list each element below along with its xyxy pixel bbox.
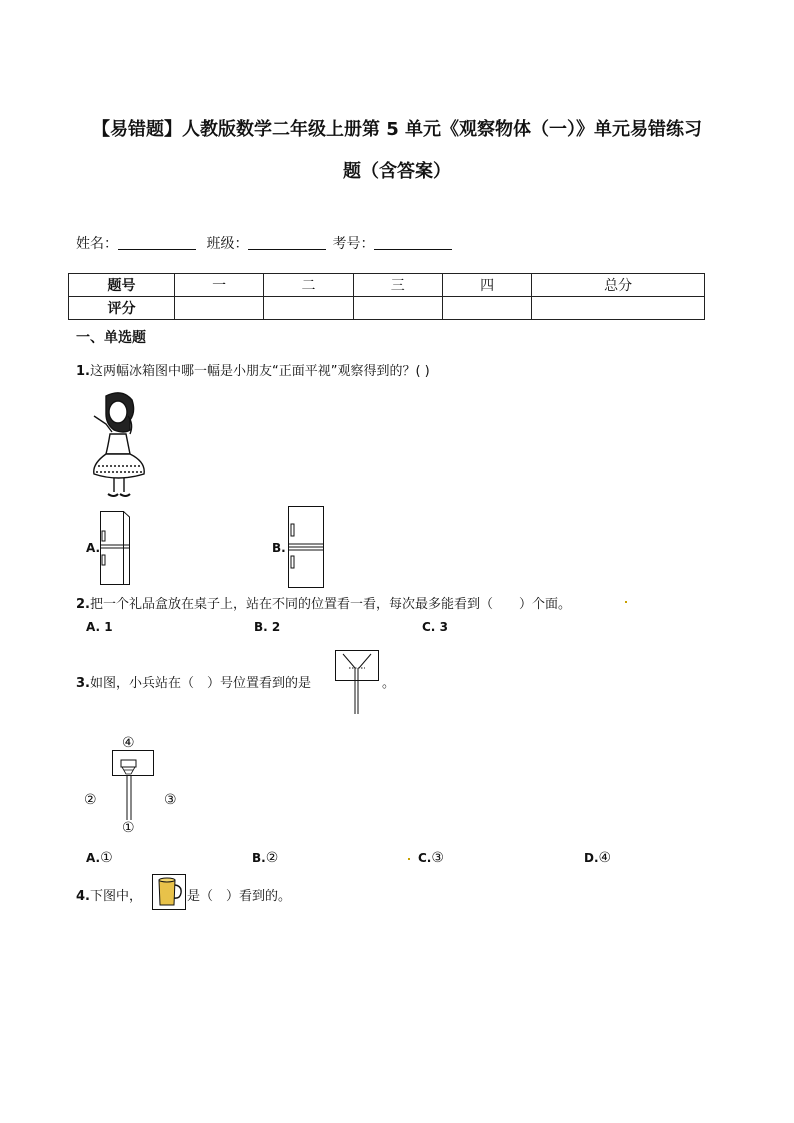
question-4 bbox=[76, 885, 142, 904]
question-2 bbox=[76, 593, 571, 612]
option-b-label[interactable]: B. bbox=[272, 541, 286, 555]
score-cell[interactable] bbox=[353, 297, 442, 320]
option-key: C. bbox=[422, 620, 436, 634]
q3-option-b[interactable] bbox=[252, 850, 278, 866]
position-1-label: ① bbox=[122, 820, 135, 836]
q2-option-a[interactable] bbox=[86, 620, 113, 634]
stray-mark bbox=[408, 858, 410, 860]
question-text-after: 是（ ）看到的。 bbox=[187, 889, 292, 904]
option-value: ① bbox=[100, 850, 113, 866]
question-number: 4. bbox=[76, 889, 90, 904]
section-heading: 一、单选题 bbox=[76, 330, 146, 346]
q3-option-d[interactable] bbox=[584, 850, 611, 866]
option-key: B. bbox=[254, 620, 268, 634]
score-col-4: 四 bbox=[442, 274, 531, 297]
option-value: ④ bbox=[598, 850, 612, 866]
option-key: D. bbox=[584, 851, 599, 865]
score-cell[interactable] bbox=[532, 297, 705, 320]
hoop-side-view-icon bbox=[335, 650, 379, 714]
fridge-side-view-icon[interactable] bbox=[100, 511, 130, 585]
score-cell[interactable] bbox=[175, 297, 264, 320]
fridge-front-view-icon[interactable] bbox=[288, 506, 324, 588]
score-table-head: 评分 bbox=[69, 297, 175, 320]
score-table-row bbox=[69, 297, 705, 320]
question-text: 这两幅冰箱图中哪一幅是小朋友“正面平视”观察得到的？( ) bbox=[89, 364, 430, 379]
q2-option-b[interactable] bbox=[254, 620, 280, 634]
score-cell[interactable] bbox=[442, 297, 531, 320]
score-table bbox=[68, 273, 705, 320]
q2-option-c[interactable] bbox=[422, 620, 448, 634]
score-col-1: 一 bbox=[175, 274, 264, 297]
option-key: A. bbox=[86, 851, 101, 865]
option-key: B. bbox=[252, 851, 266, 865]
position-4-label: ④ bbox=[122, 735, 135, 751]
class-label: 班级： bbox=[206, 236, 249, 252]
stray-mark bbox=[625, 601, 627, 603]
option-value: ② bbox=[265, 850, 279, 866]
basketball-hoop-top-diagram bbox=[112, 750, 156, 820]
exam-blank[interactable] bbox=[374, 235, 452, 250]
exam-label: 考号： bbox=[332, 236, 375, 252]
document-title-line2: 题（含答案） bbox=[343, 161, 451, 182]
name-blank[interactable] bbox=[118, 235, 196, 250]
question-number: 1. bbox=[76, 364, 90, 379]
question-text: 如图，小兵站在（ ）号位置看到的是 bbox=[89, 676, 311, 691]
girl-illustration bbox=[84, 390, 154, 502]
score-col-2: 二 bbox=[264, 274, 353, 297]
class-blank[interactable] bbox=[248, 235, 326, 250]
score-cell[interactable] bbox=[264, 297, 353, 320]
question-text: 下图中， bbox=[89, 889, 142, 904]
score-table-head: 题号 bbox=[69, 274, 175, 297]
question-text: 把一个礼品盒放在桌子上，站在不同的位置看一看，每次最多能看到（ ）个面。 bbox=[89, 597, 571, 612]
cup-icon bbox=[152, 874, 186, 910]
option-value: 3 bbox=[439, 620, 448, 634]
question-3 bbox=[76, 672, 311, 691]
document-title-line1: 【易错题】人教版数学二年级上册第 5 单元《观察物体（一）》单元易错练习 bbox=[91, 119, 703, 140]
option-key: A. bbox=[86, 620, 101, 634]
option-value: 2 bbox=[271, 620, 281, 634]
q3-option-a[interactable] bbox=[86, 850, 113, 866]
score-col-total: 总分 bbox=[532, 274, 705, 297]
option-key: C. bbox=[418, 851, 432, 865]
question-1 bbox=[76, 360, 430, 379]
q3-option-c[interactable] bbox=[418, 850, 444, 866]
score-table-row bbox=[69, 274, 705, 297]
question-tail: 。 bbox=[382, 676, 396, 691]
position-3-label: ③ bbox=[164, 792, 177, 808]
student-info-row bbox=[76, 234, 458, 254]
option-value: ③ bbox=[431, 850, 444, 866]
option-a-label[interactable]: A. bbox=[86, 541, 101, 555]
option-value: 1 bbox=[104, 620, 113, 634]
position-2-label: ② bbox=[84, 792, 97, 808]
question-number: 2. bbox=[76, 597, 90, 612]
question-number: 3. bbox=[76, 676, 90, 691]
score-col-3: 三 bbox=[353, 274, 442, 297]
name-label: 姓名： bbox=[76, 236, 118, 252]
